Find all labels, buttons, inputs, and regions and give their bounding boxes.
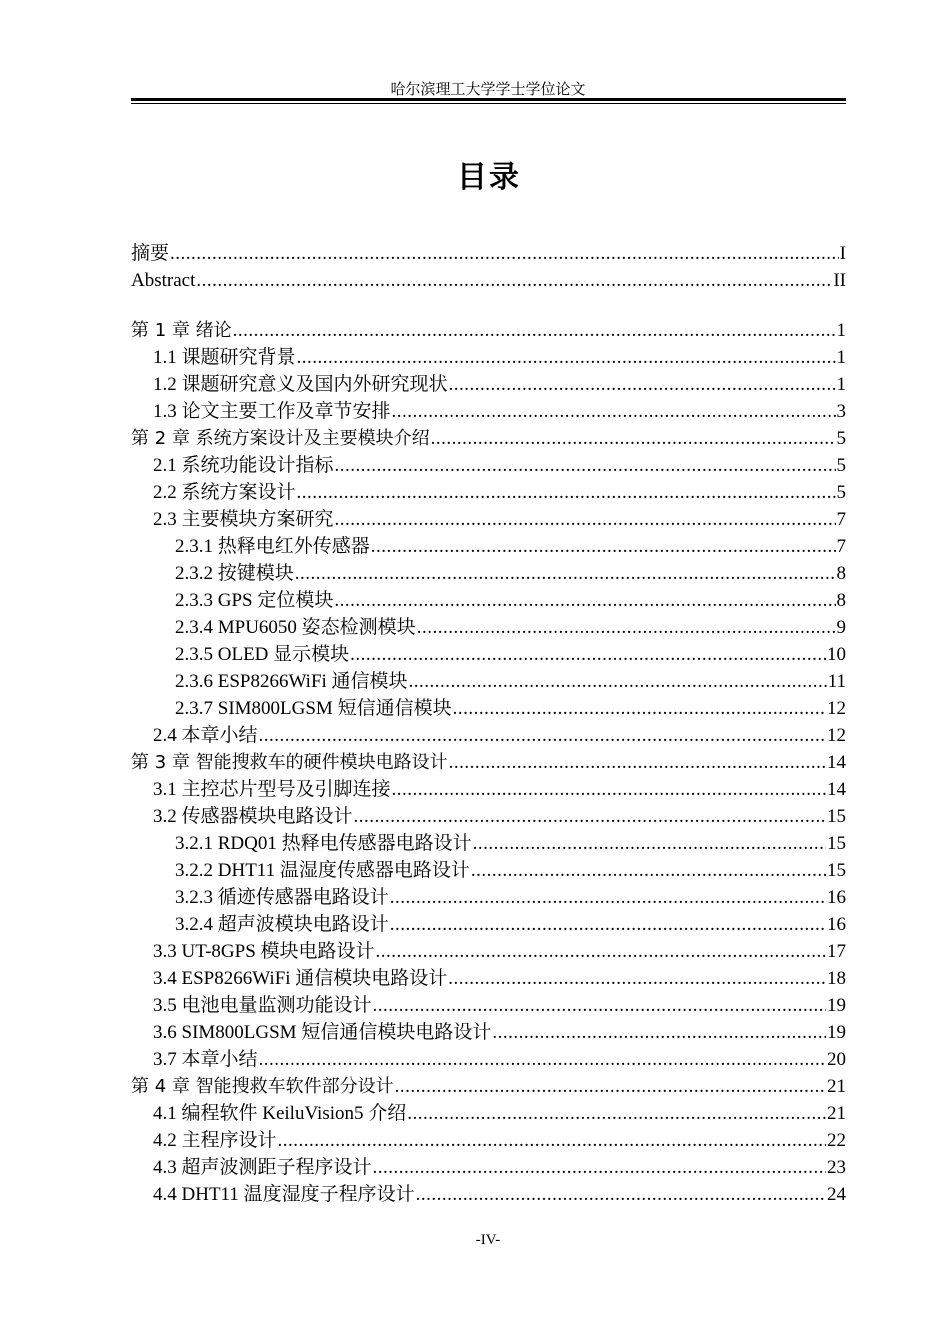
toc-leader-dots — [473, 830, 826, 857]
toc-entry-label: 第 1 章 绪论 — [131, 317, 232, 344]
toc-entry-label: 2.3.5 OLED 显示模块 — [131, 641, 349, 668]
toc-entry[interactable] — [131, 641, 846, 668]
toc-entry-label: 摘要 — [131, 240, 169, 267]
toc-entry[interactable] — [131, 1154, 846, 1181]
toc-entry-page: 23 — [827, 1157, 846, 1178]
toc-entry[interactable] — [131, 1019, 846, 1046]
toc-leader-dots — [233, 317, 836, 344]
toc-entry[interactable] — [131, 1100, 846, 1127]
toc-entry-page: 8 — [836, 563, 846, 584]
toc-leader-dots — [259, 722, 826, 749]
toc-entry-page: 12 — [827, 698, 846, 719]
toc-entry-label: 2.3.1 热释电红外传感器 — [131, 533, 370, 560]
toc-entry-label: 第 3 章 智能搜救车的硬件模块电路设计 — [131, 749, 448, 776]
toc-leader-dots — [417, 614, 836, 641]
toc-entry-page: 22 — [827, 1130, 846, 1151]
header-rule-thick — [131, 98, 846, 101]
toc-entry-label: 2.3.6 ESP8266WiFi 通信模块 — [131, 668, 408, 695]
toc-entry[interactable] — [131, 1046, 846, 1073]
header-rule-thin — [131, 103, 846, 104]
toc-entry-label: 3.7 本章小结 — [131, 1046, 258, 1073]
toc-entry[interactable] — [131, 722, 846, 749]
toc-entry-label: 3.3 UT-8GPS 模块电路设计 — [131, 938, 375, 965]
toc-leader-dots — [334, 587, 835, 614]
toc-entry-label: 2.3.2 按键模块 — [131, 560, 294, 587]
toc-entry[interactable] — [131, 776, 846, 803]
toc-leader-dots — [373, 992, 826, 1019]
toc-entry-label: 第 4 章 智能搜救车软件部分设计 — [131, 1073, 394, 1100]
toc-entry-page: 15 — [827, 860, 846, 881]
toc-leader-dots — [449, 371, 836, 398]
toc-entry-page: 15 — [827, 806, 846, 827]
toc-entry-page: 8 — [836, 590, 846, 611]
toc-entry-label: 2.3.3 GPS 定位模块 — [131, 587, 333, 614]
toc-entry-page: 9 — [836, 617, 846, 638]
toc-entry[interactable] — [131, 695, 846, 722]
toc-leader-dots — [354, 803, 826, 830]
toc-entry[interactable] — [131, 344, 846, 371]
toc-entry-page: 12 — [827, 725, 846, 746]
toc-leader-dots — [295, 560, 836, 587]
toc-entry-label: 3.5 电池电量监测功能设计 — [131, 992, 372, 1019]
toc-entry-label: 1.2 课题研究意义及国内外研究现状 — [131, 371, 448, 398]
toc-entry-page: 10 — [827, 644, 846, 665]
toc-entry-label: 4.2 主程序设计 — [131, 1127, 277, 1154]
toc-entry-label: 2.3.4 MPU6050 姿态检测模块 — [131, 614, 416, 641]
toc-entry[interactable] — [131, 506, 846, 533]
toc-entries — [131, 317, 846, 1208]
toc-leader-dots — [431, 425, 836, 452]
toc-entry-label: 2.3 主要模块方案研究 — [131, 506, 334, 533]
toc-leader-dots — [449, 749, 826, 776]
toc-leader-dots — [416, 1181, 826, 1208]
toc-leader-dots — [373, 1154, 826, 1181]
toc-entry[interactable] — [131, 749, 846, 776]
toc-leader-dots — [448, 965, 826, 992]
toc-entry[interactable] — [131, 267, 846, 294]
toc-leader-dots — [392, 398, 836, 425]
toc-entry[interactable] — [131, 425, 846, 452]
toc-leader-dots — [297, 344, 836, 371]
toc-entry-page: 1 — [836, 320, 846, 341]
toc-entry-label: 3.2.4 超声波模块电路设计 — [131, 911, 389, 938]
toc-title: 目录 — [457, 160, 521, 195]
toc-entry-label: 3.2.3 循迹传感器电路设计 — [131, 884, 389, 911]
toc-leader-dots — [278, 1127, 826, 1154]
toc-gap — [131, 294, 846, 317]
toc-entry-page: I — [839, 243, 846, 264]
toc-leader-dots — [196, 267, 832, 294]
toc-entry-page: 7 — [836, 536, 846, 557]
toc-leader-dots — [297, 479, 836, 506]
toc-entry-label: 2.1 系统功能设计指标 — [131, 452, 334, 479]
toc-entry[interactable] — [131, 240, 846, 267]
toc-entry-page: 5 — [836, 455, 846, 476]
toc-leader-dots — [350, 641, 826, 668]
toc-leader-dots — [390, 884, 826, 911]
toc-entry-label: 3.2.2 DHT11 温湿度传感器电路设计 — [131, 857, 470, 884]
toc-entry-label: 2.3.7 SIM800LGSM 短信通信模块 — [131, 695, 452, 722]
toc-entry-page: 17 — [827, 941, 846, 962]
toc-entry-page: 21 — [827, 1076, 846, 1097]
toc-entry[interactable] — [131, 884, 846, 911]
toc-entry[interactable] — [131, 533, 846, 560]
toc-front-matter — [131, 240, 846, 294]
toc-entry-label: Abstract — [131, 267, 195, 294]
toc-entry-label: 4.3 超声波测距子程序设计 — [131, 1154, 372, 1181]
toc-entry[interactable] — [131, 803, 846, 830]
toc-entry[interactable] — [131, 992, 846, 1019]
table-of-contents — [131, 240, 846, 1208]
toc-entry[interactable] — [131, 830, 846, 857]
toc-entry[interactable] — [131, 479, 846, 506]
toc-entry-page: 16 — [827, 914, 846, 935]
toc-entry-page: 1 — [836, 374, 846, 395]
toc-entry-page: 14 — [827, 779, 846, 800]
toc-entry[interactable] — [131, 371, 846, 398]
toc-entry-label: 2.4 本章小结 — [131, 722, 258, 749]
toc-entry-label: 3.2 传感器模块电路设计 — [131, 803, 353, 830]
toc-entry-page: II — [833, 270, 846, 291]
toc-entry[interactable] — [131, 1181, 846, 1208]
toc-entry[interactable] — [131, 452, 846, 479]
toc-leader-dots — [392, 776, 826, 803]
toc-entry-label: 4.1 编程软件 KeiluVision5 介绍 — [131, 1100, 406, 1127]
toc-leader-dots — [390, 911, 826, 938]
toc-entry-page: 16 — [827, 887, 846, 908]
toc-entry[interactable] — [131, 398, 846, 425]
footer-page-number: -IV- — [475, 1232, 501, 1248]
toc-leader-dots — [335, 452, 836, 479]
toc-entry-page: 14 — [827, 752, 846, 773]
toc-entry-page: 1 — [836, 347, 846, 368]
toc-entry-page: 20 — [827, 1049, 846, 1070]
toc-entry[interactable] — [131, 1073, 846, 1100]
toc-entry[interactable] — [131, 965, 846, 992]
toc-entry-page: 11 — [827, 671, 846, 692]
toc-entry[interactable] — [131, 857, 846, 884]
toc-leader-dots — [409, 668, 827, 695]
toc-entry-page: 24 — [827, 1184, 846, 1205]
toc-entry-label: 1.1 课题研究背景 — [131, 344, 296, 371]
toc-entry-label: 2.2 系统方案设计 — [131, 479, 296, 506]
toc-leader-dots — [259, 1046, 826, 1073]
toc-entry-page: 5 — [836, 482, 846, 503]
toc-leader-dots — [371, 533, 836, 560]
toc-entry-label: 3.4 ESP8266WiFi 通信模块电路设计 — [131, 965, 447, 992]
toc-entry-label: 3.6 SIM800LGSM 短信通信模块电路设计 — [131, 1019, 491, 1046]
toc-entry[interactable] — [131, 560, 846, 587]
toc-entry-label: 4.4 DHT11 温度湿度子程序设计 — [131, 1181, 415, 1208]
toc-entry-page: 18 — [827, 968, 846, 989]
toc-entry-label: 第 2 章 系统方案设计及主要模块介绍 — [131, 425, 430, 452]
toc-entry-page: 19 — [827, 1022, 846, 1043]
toc-entry[interactable] — [131, 1127, 846, 1154]
toc-entry-page: 19 — [827, 995, 846, 1016]
toc-entry-label: 3.2.1 RDQ01 热释电传感器电路设计 — [131, 830, 472, 857]
toc-leader-dots — [395, 1073, 826, 1100]
toc-entry[interactable] — [131, 938, 846, 965]
toc-entry-label: 3.1 主控芯片型号及引脚连接 — [131, 776, 391, 803]
toc-leader-dots — [453, 695, 826, 722]
toc-entry[interactable] — [131, 668, 846, 695]
toc-leader-dots — [170, 240, 839, 267]
toc-entry[interactable] — [131, 587, 846, 614]
toc-leader-dots — [471, 857, 826, 884]
toc-entry-page: 21 — [827, 1103, 846, 1124]
toc-leader-dots — [376, 938, 826, 965]
toc-entry-page: 15 — [827, 833, 846, 854]
toc-entry[interactable] — [131, 911, 846, 938]
toc-entry-page: 7 — [836, 509, 846, 530]
toc-entry-label: 1.3 论文主要工作及章节安排 — [131, 398, 391, 425]
toc-leader-dots — [335, 506, 836, 533]
toc-entry-page: 3 — [836, 401, 846, 422]
toc-leader-dots — [492, 1019, 826, 1046]
toc-entry[interactable] — [131, 317, 846, 344]
toc-entry-page: 5 — [836, 428, 846, 449]
toc-entry[interactable] — [131, 614, 846, 641]
toc-leader-dots — [407, 1100, 826, 1127]
page-header-title: 哈尔滨理工大学学士学位论文 — [390, 82, 586, 98]
